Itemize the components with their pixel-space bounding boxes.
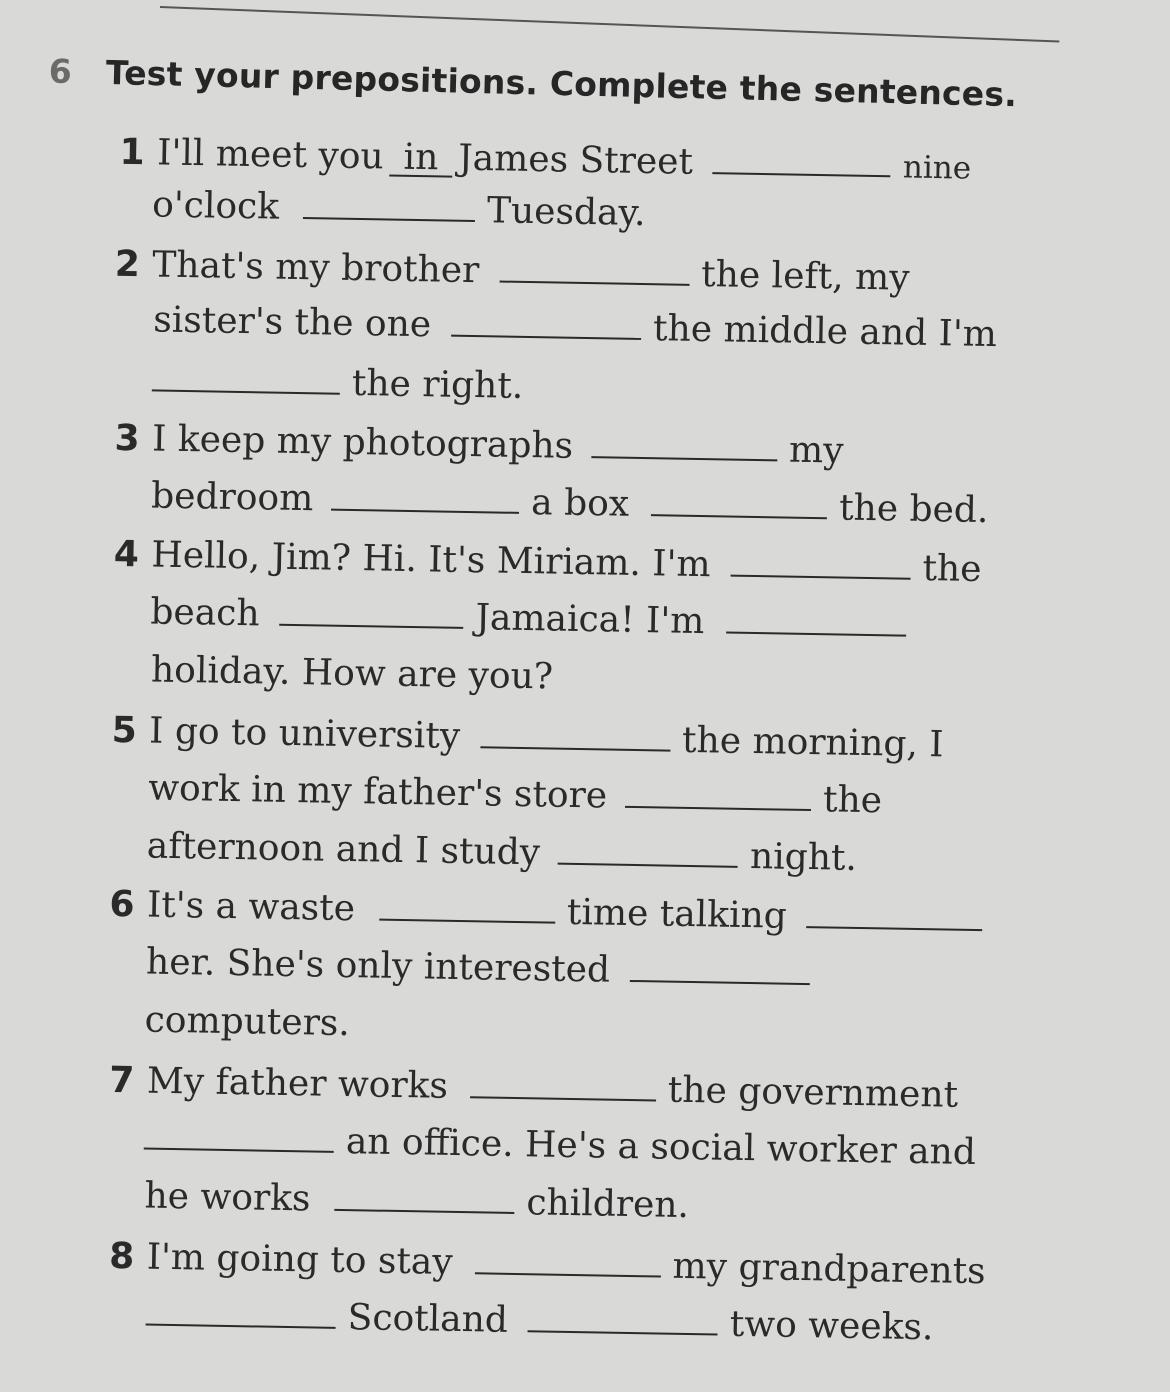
sentence-text: Jamaica! I'm (475, 597, 705, 643)
sentence-text: the left, my (700, 254, 910, 299)
sentence-text: her. She's only interested (145, 941, 611, 991)
sentence-7-line-1 (109, 1059, 959, 1118)
answer-blank[interactable] (528, 1300, 719, 1335)
sentence-text: the (922, 547, 982, 590)
sentence-text: Hello, Jim? Hi. It's Miriam. I'm (151, 534, 711, 586)
answer-blank[interactable] (146, 1294, 337, 1329)
sentence-text: the government (667, 1069, 959, 1116)
sentence-2-line-1 (114, 243, 910, 301)
sentence-6-line-2 (146, 941, 823, 997)
sentence-text: the (822, 779, 883, 822)
sentence-text: he works (144, 1175, 311, 1220)
exercise-title: Test your prepositions. Complete the sentences. (105, 52, 1018, 115)
exercise-heading (48, 51, 1017, 114)
sentence-6-line-1 (109, 883, 995, 942)
sentence-text: Scotland (347, 1297, 509, 1341)
sentence-text: work in my father's store (147, 767, 608, 817)
sentence-text: my (788, 429, 844, 472)
answer-blank[interactable] (152, 359, 341, 394)
sentence-text: nine (902, 149, 972, 187)
sentence-7-line-2 (144, 1117, 977, 1176)
answer-blank[interactable] (474, 1242, 661, 1277)
answer-blank[interactable] (470, 1066, 657, 1101)
sentence-text: My father works (146, 1060, 449, 1107)
sentence-1-line-1 (119, 131, 971, 191)
sentence-number: 8 (108, 1235, 148, 1278)
sentence-6-line-3 (144, 999, 350, 1047)
sentence-text: time talking (566, 891, 788, 937)
answer-blank[interactable] (279, 594, 464, 629)
answer-blank[interactable] (480, 716, 671, 751)
answer-blank[interactable] (499, 251, 690, 286)
sentence-text: I keep my photographs (151, 418, 574, 467)
sentence-8-line-1 (109, 1235, 986, 1294)
answer-blank[interactable] (625, 776, 812, 811)
answer-blank[interactable] (730, 545, 911, 580)
sentence-4-line-1 (113, 533, 981, 592)
sentence-4-line-2 (150, 590, 919, 647)
sentence-1-line-2 (152, 183, 646, 236)
sentence-text: the middle and I'm (652, 308, 998, 356)
sentence-7-line-3 (144, 1175, 689, 1228)
answer-blank[interactable] (558, 833, 739, 868)
sentence-text: a box (530, 482, 630, 525)
answer-blank[interactable] (713, 142, 892, 177)
sentence-text: It's a waste (146, 884, 356, 930)
sentence-4-line-3 (151, 648, 554, 699)
answer-blank[interactable] (726, 602, 907, 637)
answer-blank[interactable] (451, 305, 642, 340)
sentence-text: my grandparents (672, 1245, 986, 1293)
answer-blank[interactable] (144, 1118, 335, 1153)
sentence-text: o'clock (151, 184, 280, 228)
sentence-number: 7 (108, 1059, 148, 1102)
sentence-number: 1 (119, 131, 158, 174)
sentence-5-line-2 (148, 766, 883, 823)
sentence-text: I go to university (148, 710, 461, 757)
sentence-text: an office. He's a social worker and (345, 1121, 977, 1174)
answer-blank[interactable] (630, 950, 811, 985)
sentence-text: night. (749, 836, 858, 879)
answer-blank[interactable]: in (389, 140, 452, 177)
sentence-8-line-2 (145, 1293, 933, 1351)
sentence-3-line-1 (114, 417, 844, 474)
sentence-text: holiday. How are you? (150, 649, 554, 698)
sentence-number: 2 (114, 243, 153, 286)
sentence-2-line-2 (153, 298, 997, 357)
sentence-text: beach (150, 591, 260, 635)
sentence-text: children. (526, 1182, 690, 1227)
sentence-2-line-3 (152, 358, 524, 408)
sentence-text: afternoon and I study (146, 825, 541, 874)
sentence-text: bedroom (150, 475, 314, 520)
sentence-5-line-1 (111, 709, 944, 768)
sentence-text: two weeks. (729, 1303, 934, 1349)
sentence-number: 6 (109, 883, 148, 926)
sentence-text: the morning, I (681, 719, 944, 766)
answer-blank[interactable] (331, 479, 520, 514)
sentence-5-line-3 (146, 825, 857, 881)
sentence-text: sister's the one (153, 299, 432, 346)
sentence-text: I'm going to stay (146, 1236, 454, 1283)
sentence-text: I'll meet you (156, 132, 384, 178)
answer-blank[interactable] (334, 1179, 515, 1214)
sentence-number: 3 (114, 417, 153, 460)
answer-blank[interactable] (651, 484, 828, 519)
sentence-text: Tuesday. (486, 190, 646, 235)
answer-blank[interactable] (807, 896, 984, 931)
sentence-text: computers. (144, 999, 351, 1045)
sentence-3-line-2 (151, 474, 989, 533)
sentence-text: the right. (351, 362, 524, 407)
sentence-text: the bed. (838, 487, 989, 532)
exercise-number: 6 (48, 51, 73, 92)
sentence-number: 4 (113, 533, 152, 576)
sentence-text: That's my brother (152, 244, 480, 292)
sentence-number: 5 (111, 709, 150, 752)
answer-blank[interactable] (591, 426, 778, 461)
answer-blank[interactable] (303, 187, 476, 222)
sentence-text: James Street (457, 137, 694, 183)
answer-blank[interactable] (379, 889, 556, 924)
